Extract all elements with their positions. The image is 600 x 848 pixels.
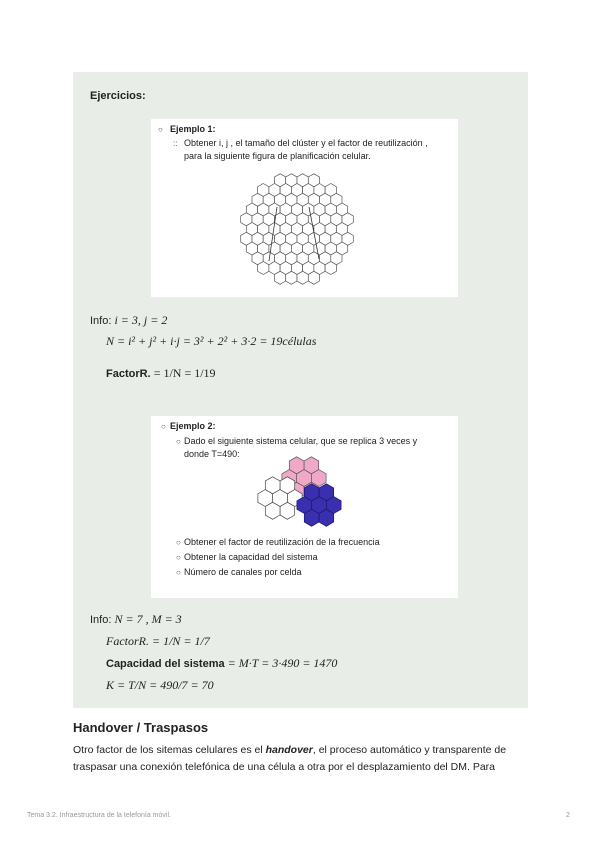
para-text-1: Otro factor de los sitemas celulares es el	[73, 744, 266, 756]
bullet-icon: ○	[176, 553, 181, 562]
example1-line1: Obtener i, j , el tamaño del clúster y el factor de reutilización ,	[184, 138, 428, 148]
handover-paragraph	[73, 742, 528, 776]
cell-hex	[325, 262, 336, 275]
bullet-icon: ○	[158, 125, 163, 134]
bullet-icon: ::	[173, 139, 178, 148]
example2-bullet3: Número de canales por celda	[184, 567, 302, 577]
info2-label: Info:	[90, 614, 112, 626]
info1-ij: i = 3, j = 2	[114, 313, 168, 327]
cell-planning-diagram	[151, 119, 458, 297]
example2-title: Ejemplo 2:	[170, 421, 216, 431]
cell-hex	[308, 271, 319, 284]
cluster-cell	[280, 502, 295, 519]
cluster-cell	[265, 502, 280, 519]
example1-title: Ejemplo 1:	[170, 124, 216, 134]
page-number: 2	[566, 812, 570, 819]
bullet-icon: ○	[176, 437, 181, 446]
example2-line2: donde T=490:	[184, 449, 240, 459]
info2-factor: FactorR. = 1/N = 1/7	[106, 634, 210, 648]
example2-bullet2: Obtener la capacidad del sistema	[184, 552, 318, 562]
example2-line1: Dado el siguiente sistema celular, que se replica 3 veces y	[184, 436, 418, 446]
info2-capacity-label: Capacidad del sistema	[106, 658, 225, 670]
info2-k: K = T/N = 490/7 = 70	[106, 678, 214, 692]
cluster-cell	[319, 509, 334, 526]
example1-line2: para la siguiente figura de planificación celular.	[184, 151, 371, 161]
para-text-2: , el proceso automático y transparente de traspasar una conexión telefónica de una célula a otra por el desplazamiento del DM. Para	[73, 744, 507, 773]
info1-line	[90, 313, 167, 328]
cell-hex	[258, 262, 269, 275]
section-title: Handover / Traspasos	[73, 720, 209, 735]
info1-factor-label: FactorR.	[106, 368, 151, 380]
info1-n-formula: N = i² + j² + i·j = 3² + 2² + 3·2 = 19células	[106, 334, 317, 348]
cluster-cell	[304, 509, 319, 526]
bullet-icon: ○	[176, 538, 181, 547]
info1-factor-value: = 1/N = 1/19	[153, 366, 216, 380]
info1-label: Info:	[90, 315, 112, 327]
bullet-icon: ○	[176, 568, 181, 577]
cell-hex	[286, 271, 297, 284]
example2-bullet1: Obtener el factor de reutilización de la frecuencia	[184, 537, 380, 547]
info2-capacity-line	[106, 656, 337, 671]
bullet-icon: ○	[161, 422, 166, 431]
info2-nm: N = 7 , M = 3	[114, 612, 182, 626]
cell-hex	[275, 271, 286, 284]
info2-capacity-value: = M·T = 3·490 = 1470	[227, 656, 338, 670]
cell-hex	[297, 271, 308, 284]
footer-title: Tema 3.2. Infraestructura de la telefonía móvil.	[27, 812, 171, 819]
info1-factor-line	[106, 366, 216, 381]
example2-figure	[151, 416, 458, 598]
example1-figure	[151, 119, 458, 297]
exercises-heading: Ejercicios:	[90, 90, 146, 102]
info2-line	[90, 612, 182, 627]
para-emphasis: handover	[265, 744, 313, 756]
